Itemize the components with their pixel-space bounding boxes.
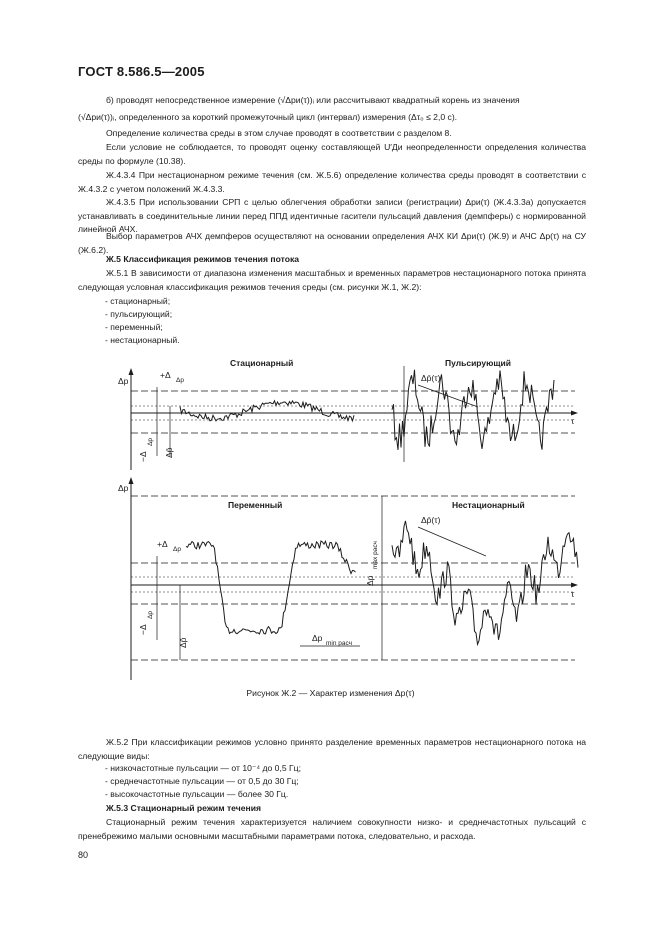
paragraph-zh-5-1: Ж.5.1 В зависимости от диапазона изменения масштабных и временных параметров нестационарного потока принята следующая условная классификация режимов течения среды (см. рисунки Ж.1, Ж.2): (78, 268, 586, 292)
page-number: 80 (78, 850, 89, 860)
label-minus-delta-bottom-sub: Δp (147, 611, 154, 619)
trace-nonstationary (392, 521, 578, 644)
label-nonstationary: Нестационарный (452, 500, 525, 510)
paragraph-afc-choice: Выбор параметров АЧХ демпферов осуществляют на основании определения АЧХ КИ Δpи(τ) (Ж.9) и АЧС Δp(τ) на СУ (Ж.6.2). (78, 231, 586, 255)
label-plus-delta-bottom: +Δ (157, 539, 168, 549)
label-plus-delta-bottom-sub: Δp (173, 546, 181, 553)
label-plus-delta-top-sub: Δp (176, 377, 184, 384)
label-minus-delta-top-sub: Δp (147, 438, 154, 446)
trace-pulsating (392, 370, 554, 450)
paragraph-b-line1: б) проводят непосредственное измерение (√Δpи(τ))ᵢ или рассчитывают квадратный корень из значения (106, 95, 520, 105)
paragraph-stationary-mode: Стационарный режим течения характеризуется наличием совокупности низко- и среднечастотных пульсаций с пренебрежимо малыми основными масштабными параметрами потока, следовательно, и расхода. (78, 817, 586, 841)
label-minus-delta-bottom: −Δ (138, 624, 148, 635)
leader-mean-bottom (418, 527, 486, 556)
axis-y-top-arrow (129, 368, 134, 375)
list-item: - высокочастотные пульсации — более 30 Гц. (105, 789, 289, 799)
paragraph-zh-4-3-5: Ж.4.3.5 При использовании СРП с целью облегчения обработки записи (регистрации) Δpи(τ) (Ж.4.3.3а) допускается устанавливать в соединительные линии перед ППД идентичные гасители пульсаций давления (демпферы) с нормированной линейной АЧХ. (78, 197, 586, 235)
paragraph-zh-5-2: Ж.5.2 При классификации режимов условно принято разделение временных параметров нестационарного потока на следующие виды: (78, 737, 586, 761)
paragraph-b-line2: (√Δpи(τ))ᵢ, определенного за короткий промежуточный цикл (интервал) измерения (Δτ₀ ≤ 2,0 с). (78, 112, 458, 122)
document-header: ГОСТ 8.586.5—2005 (78, 64, 205, 79)
label-mean-dp-top: Δp̄ (164, 447, 174, 458)
label-dp-max: Δp (365, 575, 375, 586)
list-item: - низкочастотные пульсации — от 10⁻⁴ до 0,5 Гц; (105, 763, 301, 773)
list-item: - пульсирующий; (105, 309, 173, 319)
list-item: - стационарный; (105, 296, 171, 306)
paragraph-zh-4-3-4: Ж.4.3.4 При нестационарном режиме течения (см. Ж.5.6) определение количества среды проводят в соответствии с Ж.4.3.2 с учетом положений Ж.4.3.3. (78, 170, 586, 194)
paragraph-condition: Если условие не соблюдается, то проводят оценку составляющей U′Ди неопределенности определения количества среды по формуле (10.38). (78, 142, 586, 166)
axis-label-dp-bottom: Δp (118, 483, 129, 493)
label-dp-min: Δp (312, 633, 323, 643)
label-pulsating: Пульсирующий (445, 358, 511, 368)
axis-label-tau-bottom: τ (571, 589, 575, 599)
paragraph-quantity: Определение количества среды в этом случае проводят в соответствии с разделом 8. (106, 128, 452, 138)
label-stationary: Стационарный (230, 358, 294, 368)
trace-variable (186, 541, 356, 634)
section-heading-zh-5: Ж.5 Классификация режимов течения потока (106, 254, 300, 264)
label-plus-delta-top: +Δ (160, 370, 171, 380)
label-mean-func-bottom: Δp̄(τ) (421, 515, 441, 525)
label-variable: Переменный (228, 500, 283, 510)
label-minus-delta-top: −Δ (138, 451, 148, 462)
trace-stationary (180, 401, 354, 421)
axis-label-dp-top: Δp (118, 376, 129, 386)
axis-y-bottom-arrow (129, 477, 134, 484)
section-heading-zh-5-3: Ж.5.3 Стационарный режим течения (106, 803, 261, 813)
figure-zh2 (0, 350, 661, 680)
label-mean-dp-bottom: Δp̄ (178, 637, 188, 648)
axis-x-top-arrow (571, 411, 578, 416)
axis-label-tau-top: τ (571, 416, 575, 426)
label-dp-max-sub: max расч (372, 541, 379, 569)
axis-x-bottom-arrow (571, 583, 578, 588)
label-mean-func-top: Δp̄(τ) (421, 373, 441, 383)
list-item: - нестационарный. (105, 335, 180, 345)
list-item: - переменный; (105, 322, 163, 332)
figure-caption: Рисунок Ж.2 — Характер изменения Δp(τ) (246, 688, 415, 698)
label-dp-min-sub: min расч (326, 640, 353, 647)
list-item: - среднечастотные пульсации — от 0,5 до 30 Гц; (105, 776, 299, 786)
